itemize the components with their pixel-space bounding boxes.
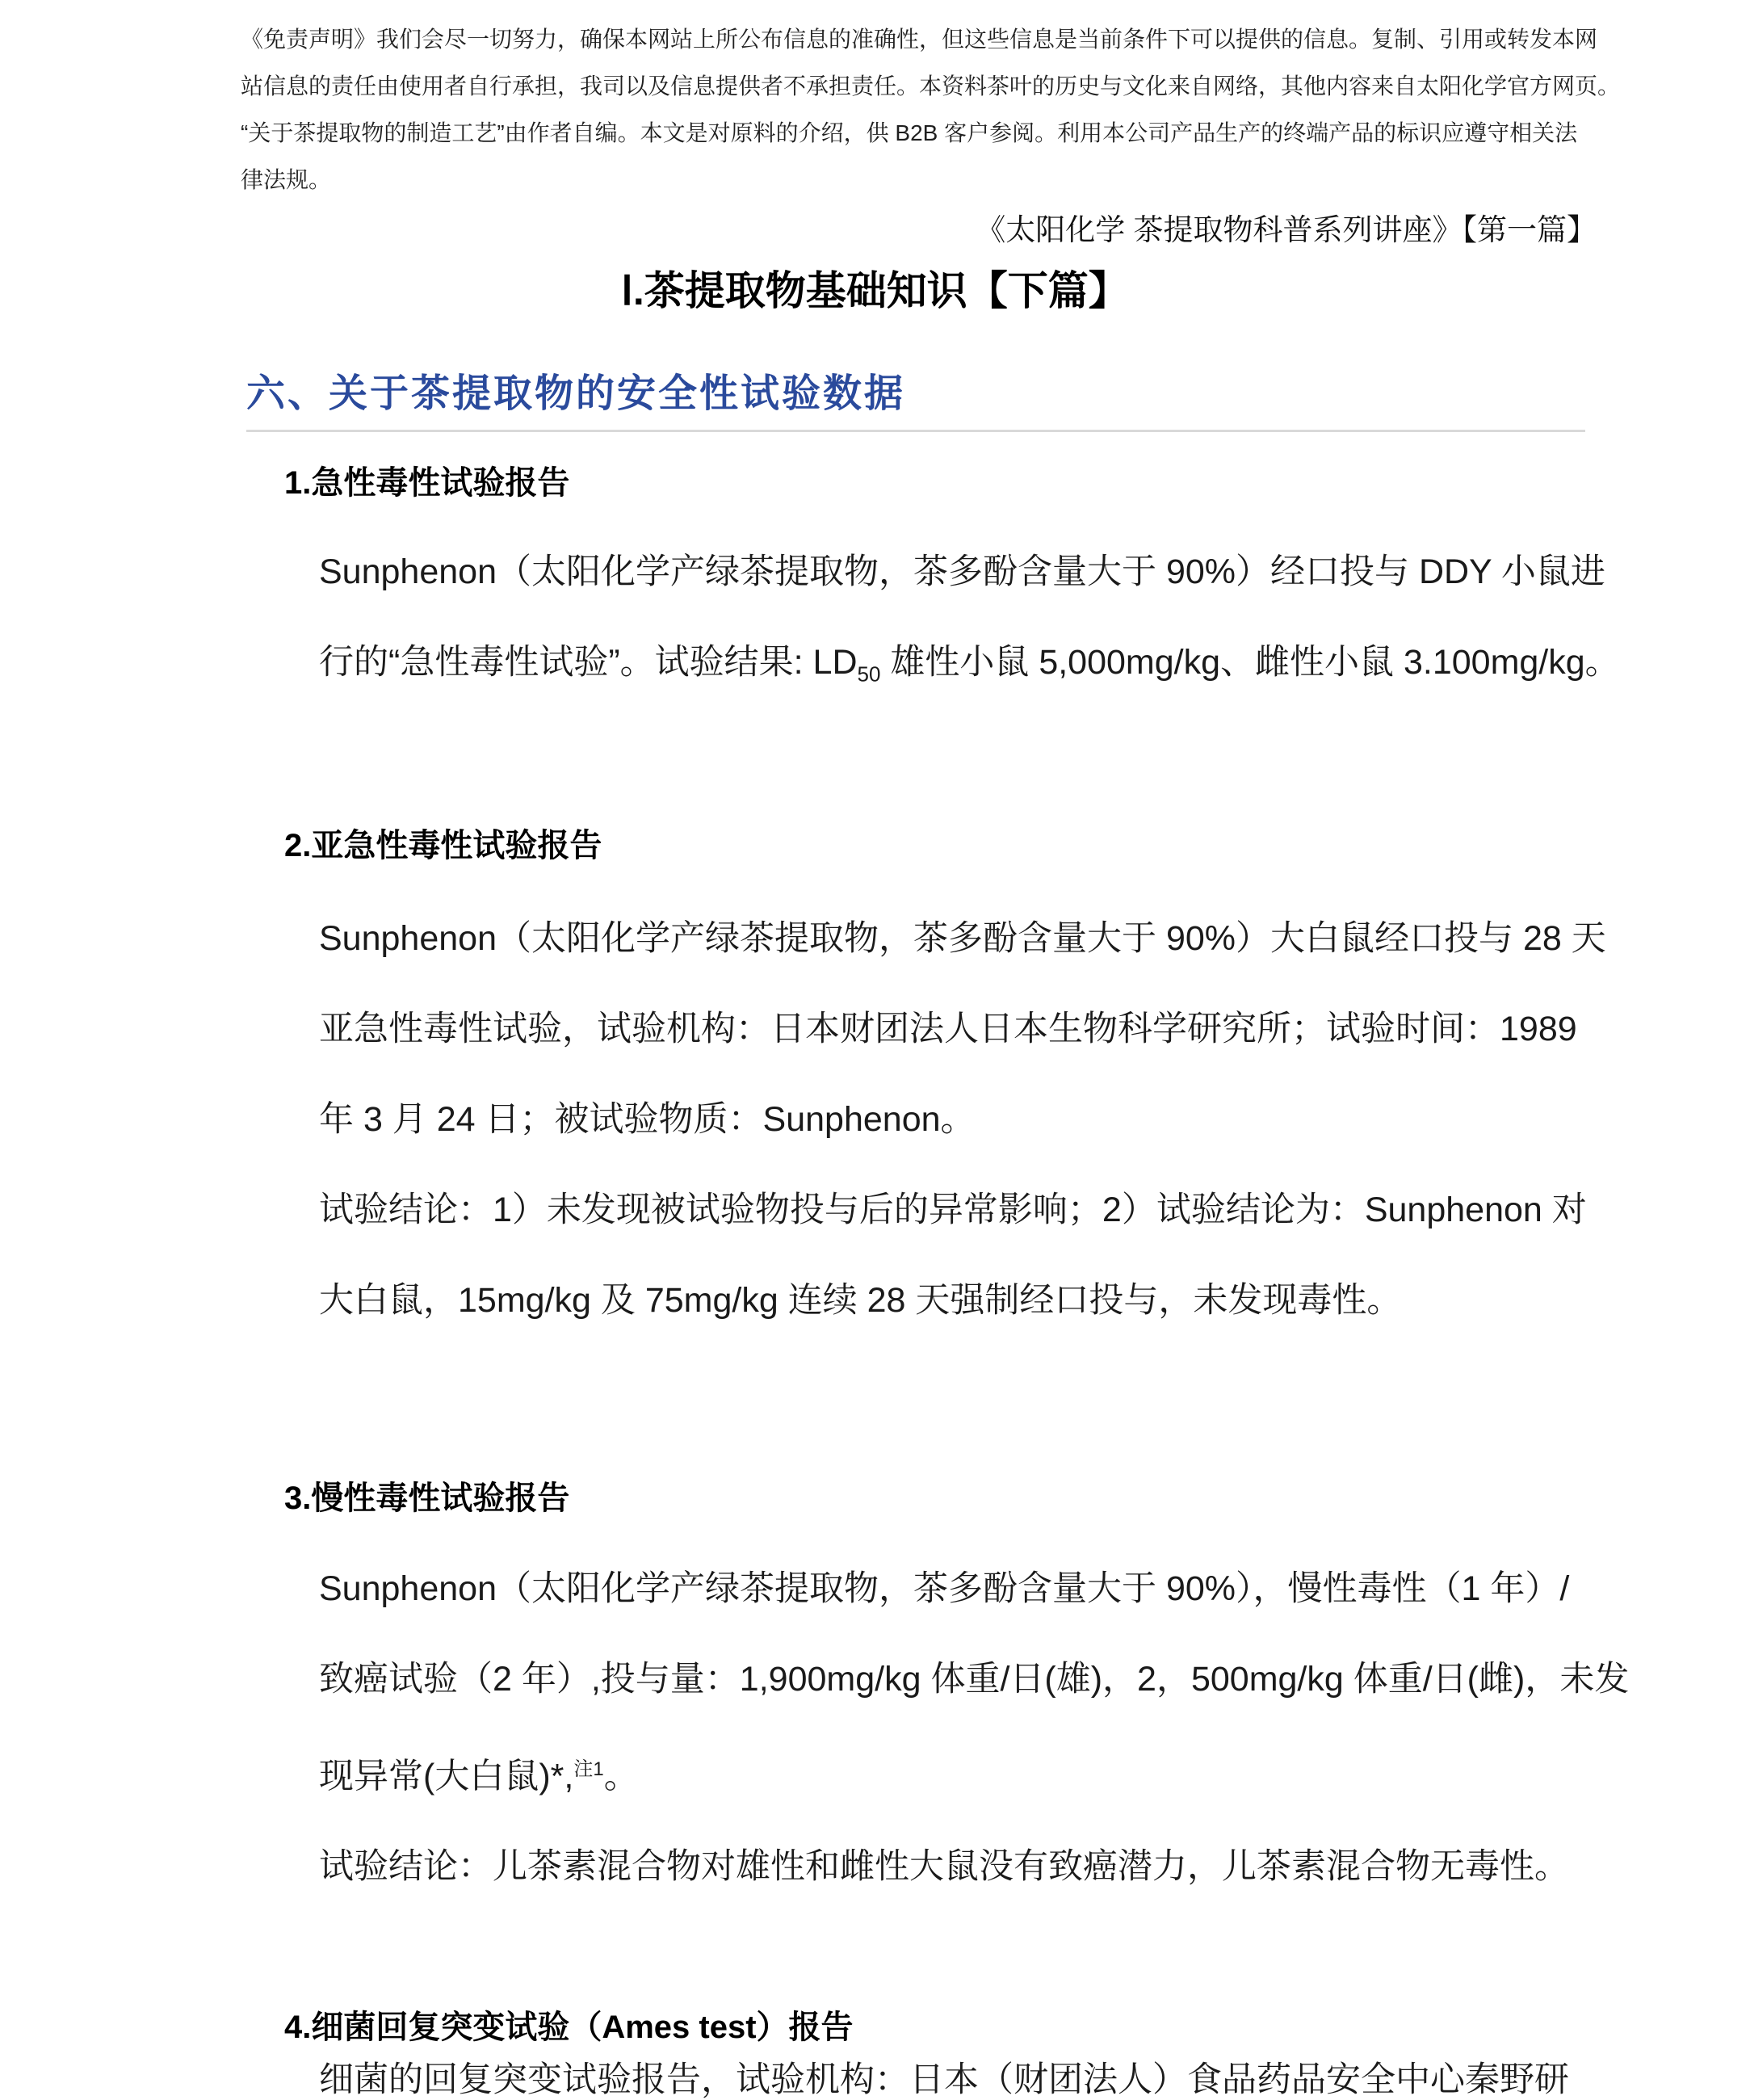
body-line: 致癌试验（2 年）,投与量：1,900mg/kg 体重/日(雄)，2，500mg/kg 体重/日(雌)，未发: [319, 1660, 1630, 1699]
body-line: Sunphenon（太阳化学产绿茶提取物，茶多酚含量大于 90%），慢性毒性（1 年）/: [319, 1569, 1570, 1608]
subsection-title-ames-test: 4.细菌回复突变试验（Ames test）报告: [284, 2010, 854, 2045]
body-text: 行的“急性毒性试验”。试验结果: LD: [319, 643, 858, 682]
paragraph-subacute-toxicity: [319, 893, 1606, 1346]
subsection-title-chronic-toxicity: 3.慢性毒性试验报告: [284, 1480, 570, 1516]
body-line: 细菌的回复突变试验报告，试验机构：日本（财团法人）食品药品安全中心秦野研: [319, 2060, 1569, 2099]
subsection-title-subacute-toxicity: 2.亚急性毒性试验报告: [284, 828, 602, 863]
body-line: 大白鼠，15mg/kg 及 75mg/kg 连续 28 天强制经口投与，未发现毒性。: [319, 1281, 1402, 1320]
paragraph-chronic-toxicity: [319, 1544, 1629, 1912]
body-line: Sunphenon（太阳化学产绿茶提取物，茶多酚含量大于 90%）大白鼠经口投与 28 天: [319, 919, 1606, 958]
body-line: 试验结论：1）未发现被试验物投与后的异常影响；2）试验结论为：Sunphenon 对: [319, 1191, 1587, 1229]
body-line: 亚急性毒性试验，试验机构：日本财团法人日本生物科学研究所；试验时间：1989: [319, 1010, 1577, 1048]
body-text: 。: [603, 1757, 639, 1796]
disclaimer-paragraph: [241, 16, 1620, 204]
body-line: 年 3 月 24 日；被试验物质：Sunphenon。: [319, 1100, 976, 1139]
disclaimer-line: “关于茶提取物的制造工艺”由作者自编。本文是对原料的介绍，供 B2B 客户参阅。利用本公司产品生产的终端产品的标识应遵守相关法: [241, 120, 1578, 145]
paragraph-ames-test: [319, 2035, 1569, 2100]
paragraph-acute-toxicity: [319, 527, 1620, 720]
disclaimer-line: 站信息的责任由使用者自行承担，我司以及信息提供者不承担责任。本资料茶叶的历史与文化来自网络，其他内容来自太阳化学官方网页。: [241, 74, 1621, 99]
series-caption: 《太阳化学 茶提取物科普系列讲座》【第一篇】: [976, 213, 1597, 246]
body-text: 雄性小鼠 5,000mg/kg、雌性小鼠 3.100mg/kg。: [880, 643, 1620, 682]
ld50-subscript: 50: [857, 662, 881, 687]
disclaimer-line: 《免责声明》我们会尽一切努力，确保本网站上所公布信息的准确性，但这些信息是当前条件下可以提供的信息。复制、引用或转发本网: [241, 27, 1598, 52]
page-title: Ⅰ.茶提取物基础知识【下篇】: [621, 268, 1129, 313]
body-line: [319, 1724, 1629, 1821]
body-line: [319, 617, 1620, 720]
section-heading: 六、关于茶提取物的安全性试验数据: [246, 372, 906, 415]
body-text: 现异常(大白鼠)*,: [319, 1757, 574, 1796]
body-line: Sunphenon（太阳化学产绿茶提取物，茶多酚含量大于 90%）经口投与 DDY 小鼠进: [319, 552, 1605, 591]
heading-divider: [246, 430, 1585, 432]
disclaimer-line: 律法规。: [241, 167, 332, 192]
body-line: 试验结论：儿茶素混合物对雄性和雌性大鼠没有致癌潜力，儿茶素混合物无毒性。: [319, 1847, 1569, 1887]
footnote-marker: 注1: [573, 1758, 604, 1780]
subsection-title-acute-toxicity: 1.急性毒性试验报告: [284, 465, 570, 501]
